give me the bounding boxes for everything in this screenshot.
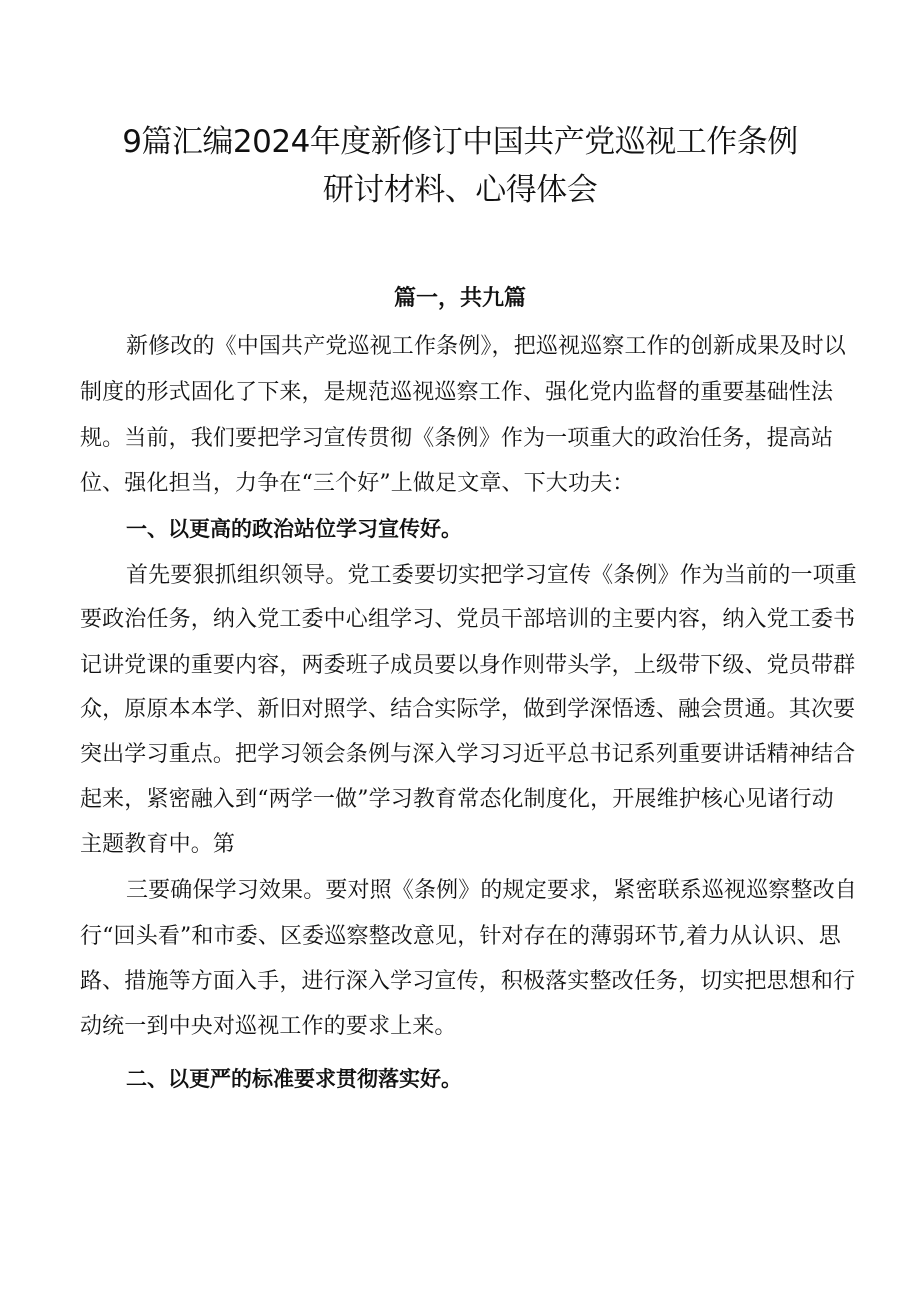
chapter-heading: 篇一，共九篇 — [393, 286, 526, 311]
section-1-para-1-line-3: 记讲党课的重要内容，两委班子成员要以身作则带头学，上级带下级、党员带群 — [80, 653, 856, 678]
section-1-para-2-line-3: 路、措施等方面入手，进行深入学习宣传，积极落实整改任务，切实把思想和行 — [80, 969, 856, 994]
section-1-para-2-line-1: 三要确保学习效果。要对照《条例》的规定要求，紧密联系巡视巡察整改自 — [126, 878, 857, 903]
section-1-heading: 一、以更高的政治站位学习宣传好。 — [126, 517, 462, 541]
section-1-para-1-line-5: 突出学习重点。把学习领会条例与深入学习习近平总书记系列重要讲话精神结合 — [80, 742, 856, 767]
document-title-line-2: 研讨材料、心得体会 — [322, 172, 598, 208]
intro-line-4: 位、强化担当，力争在“三个好”上做足文章、下大功夫： — [80, 471, 635, 496]
intro-line-3: 规。当前，我们要把学习宣传贯彻《条例》作为一项重大的政治任务，提高站 — [80, 426, 834, 451]
section-2-heading: 二、以更严的标准要求贯彻落实好。 — [126, 1067, 462, 1091]
section-1-para-2-line-2: 行“回头看”和市委、区委巡察整改意见，针对存在的薄弱环节,着力从认识、思 — [80, 924, 841, 949]
intro-line-2: 制度的形式固化了下来，是规范巡视巡察工作、强化党内监督的重要基础性法 — [80, 380, 834, 405]
section-1-para-1-line-2: 要政治任务，纳入党工委中心组学习、党员干部培训的主要内容，纳入党工委书 — [80, 607, 856, 632]
document-title-line-1: 9篇汇编2024年度新修订中国共产党巡视工作条例 — [122, 124, 798, 160]
section-1-para-1-line-1: 首先要狠抓组织领导。党工委要切实把学习宣传《条例》作为当前的一项重 — [126, 563, 857, 588]
section-1-para-1-line-6: 起来，紧密融入到“两学一做”学习教育常态化制度化，开展维护核心见诸行动 — [80, 787, 834, 812]
section-1-para-1-line-4: 众，原原本本学、新旧对照学、结合实际学，做到学深悟透、融会贯通。其次要 — [80, 697, 856, 722]
intro-line-1: 新修改的《中国共产党巡视工作条例》，把巡视巡察工作的创新成果及时以 — [126, 334, 846, 359]
section-1-para-1-line-7: 主题教育中。第 — [80, 832, 236, 857]
section-1-para-2-line-4: 动统一到中央对巡视工作的要求上来。 — [80, 1014, 457, 1039]
